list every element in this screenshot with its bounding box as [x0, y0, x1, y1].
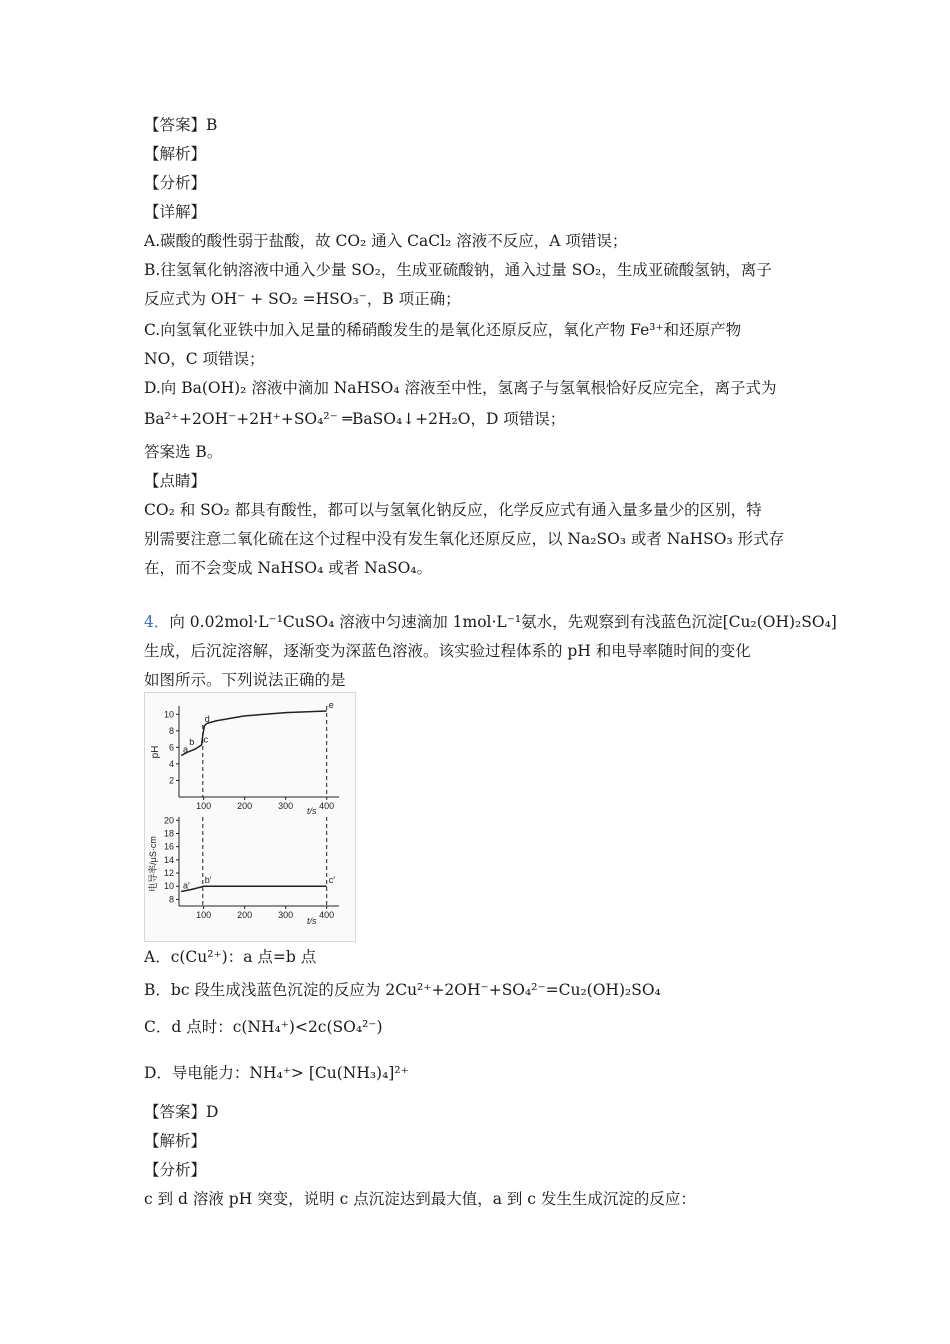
conductivity-x-label: t/s [307, 916, 317, 926]
q3-dianjing: 【点睛】 [144, 472, 207, 490]
q4-stem-line2: 生成，后沉淀溶解，逐渐变为深蓝色溶液。该实验过程体系的 pH 和电导率随时间的变化 [144, 642, 751, 660]
cond-x-tick-label: 200 [237, 910, 253, 920]
cond-y-tick-label: 20 [163, 815, 174, 826]
cond-y-tick-label: 14 [163, 854, 174, 865]
ph-point-label: d [204, 714, 210, 725]
q3-xiangjie: 【详解】 [144, 203, 207, 221]
cond-x-tick-label: 400 [319, 910, 335, 920]
ph-point-label: c [203, 734, 209, 745]
q3-conclusion: 答案选 B。 [144, 443, 223, 461]
q3-option-c-text: C.向氢氧化亚铁中加入足量的稀硝酸发生的是氧化还原反应，氧化产物 Fe³⁺和还原产物 [144, 321, 742, 339]
conductivity-y-label: 电导率/μS·cm [148, 836, 158, 892]
ph-x-tick-label: 200 [237, 801, 253, 811]
cond-y-tick-label: 18 [163, 828, 174, 839]
q4-option-c: C．d 点时：c(NH₄⁺)<2c(SO₄²⁻) [144, 1018, 383, 1036]
ph-x-tick-label: 100 [196, 801, 212, 811]
q3-note-line2: 别需要注意二氧化硫在这个过程中没有发生氧化还原反应，以 Na₂SO₃ 或者 NaHSO₃ 形式存 [144, 530, 785, 548]
ph-conductivity-chart [144, 692, 356, 942]
cond-x-tick-label: 300 [278, 910, 294, 920]
q4-fenxi: 【分析】 [144, 1161, 207, 1179]
cond-y-tick-label: 12 [163, 868, 174, 879]
q3-answer: 【答案】B [144, 116, 218, 134]
q3-note-line1: CO₂ 和 SO₂ 都具有酸性，都可以与氢氧化钠反应，化学反应式有通入量多量少的区别，特 [144, 501, 762, 519]
q4-option-d: D．导电能力：NH₄⁺> [Cu(NH₃)₄]²⁺ [144, 1064, 409, 1082]
ph-y-label: pH [150, 745, 161, 759]
ph-y-tick-label: 4 [168, 758, 174, 769]
q4-stem-text: 向 0.02mol·L⁻¹CuSO₄ 溶液中匀速滴加 1mol·L⁻¹氨水，先观察到有浅蓝色沉淀[Cu₂(OH)₂SO₄] [169, 613, 837, 631]
cond-point-label: c′ [328, 875, 335, 886]
ph-point-label: e [328, 699, 334, 710]
ph-x-tick-label: 300 [278, 801, 294, 811]
q4-stem-line1 [144, 611, 837, 633]
cond-y-tick-label: 8 [168, 894, 174, 905]
q4-option-a: A．c(Cu²⁺)：a 点=b 点 [144, 948, 317, 966]
cond-y-tick-label: 16 [163, 841, 174, 852]
q3-jiexi: 【解析】 [144, 145, 207, 163]
q4-answer: 【答案】D [144, 1103, 219, 1121]
cond-y-tick-label: 10 [163, 881, 174, 892]
cond-point-label: b′ [204, 875, 212, 886]
cond-point-label: a′ [183, 880, 190, 891]
ph-point-label: b [189, 737, 195, 748]
q3-note-line3: 在，而不会变成 NaHSO₄ 或者 NaSO₄。 [144, 559, 432, 577]
ph-x-label: t/s [307, 806, 317, 816]
question-number: 4． [144, 613, 170, 631]
q3-option-d-text2: Ba²⁺+2OH⁻+2H⁺+SO₄²⁻ ═BaSO₄↓+2H₂O，D 项错误； [144, 410, 566, 428]
ph-point-label: a [183, 744, 189, 755]
ph-y-tick-label: 10 [163, 709, 174, 720]
ph-y-tick-label: 8 [168, 725, 174, 736]
q4-analysis: c 到 d 溶液 pH 突变，说明 c 点沉淀达到最大值，a 到 c 发生生成沉淀的反应： [144, 1190, 696, 1208]
ph-x-tick-label: 400 [319, 801, 335, 811]
q3-option-d-text: D.向 Ba(OH)₂ 溶液中滴加 NaHSO₄ 溶液至中性，氢离子与氢氧根恰好反应完全，离子式为 [144, 379, 777, 397]
q3-option-b-text2: 反应式为 OH⁻ + SO₂ =HSO₃⁻，B 项正确； [144, 290, 461, 308]
q4-stem-line3: 如图所示。下列说法正确的是 [144, 671, 346, 689]
q3-option-b-text: B.往氢氧化钠溶液中通入少量 SO₂，生成亚硫酸钠，通入过量 SO₂，生成亚硫酸氢钠，离子 [144, 261, 772, 279]
q3-fenxi: 【分析】 [144, 174, 207, 192]
ph-y-tick-label: 6 [168, 742, 174, 753]
ph-y-tick-label: 2 [168, 775, 174, 786]
q4-jiexi: 【解析】 [144, 1132, 207, 1150]
q4-option-b: B．bc 段生成浅蓝色沉淀的反应为 2Cu²⁺+2OH⁻+SO₄²⁻=Cu₂(OH)₂SO₄ [144, 981, 661, 999]
q3-option-a-text: A.碳酸的酸性弱于盐酸，故 CO₂ 通入 CaCl₂ 溶液不反应，A 项错误； [144, 232, 628, 250]
cond-x-tick-label: 100 [196, 910, 212, 920]
q3-option-c-text2: NO，C 项错误； [144, 350, 265, 368]
